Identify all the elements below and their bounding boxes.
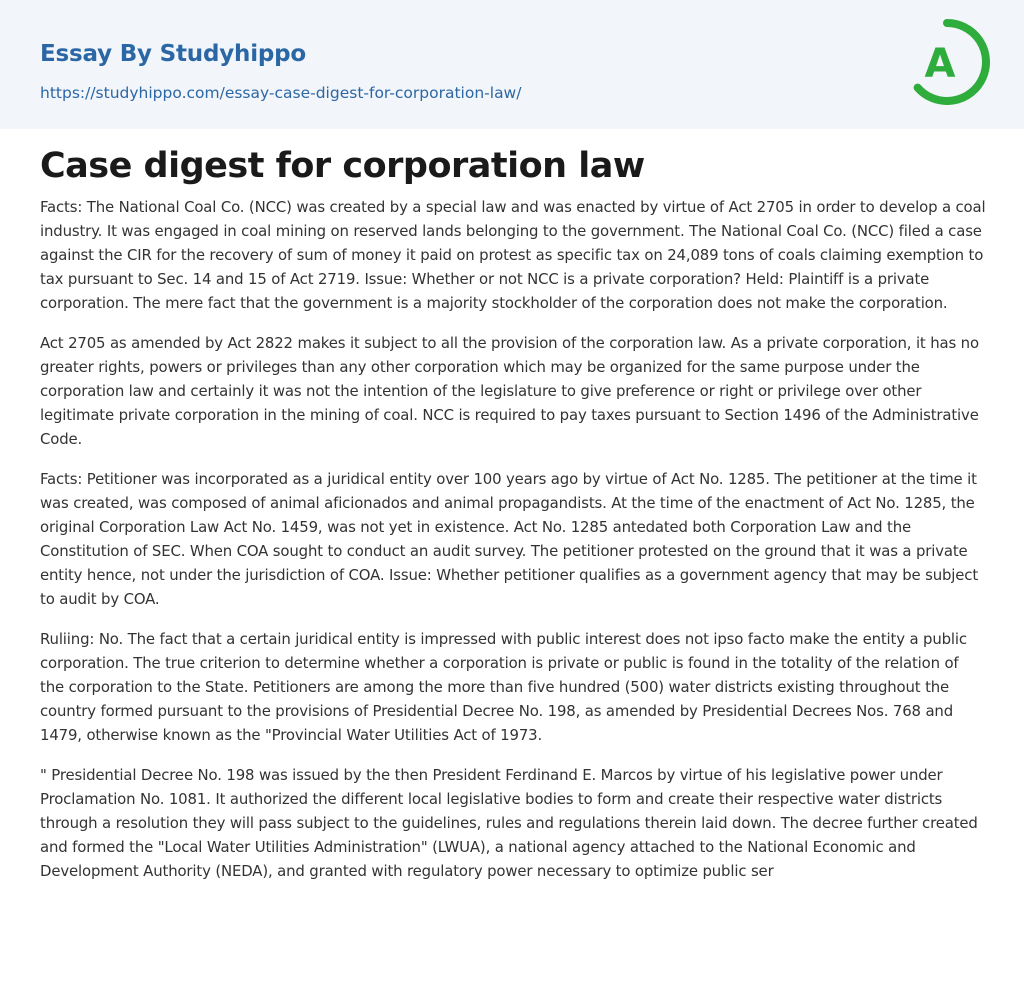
- paragraph: " Presidential Decree No. 198 was issued by the then President Ferdinand E. Marcos by virtue of his legislative power under Proclamation No. 1081. It authorized the different local legislative bodies to form and create their respective water districts through a resolution they will pass subject to the guidelines, rules and regulations therein laid down. The decree further created and formed the "Local Water Utilities Administration" (LWUA), a national agency attached to the National Economic and Development Authority (NEDA), and granted with regulatory power necessary to optimize public ser: [40, 766, 978, 880]
- paragraph: Facts: The National Coal Co. (NCC) was created by a special law and was enacted by virtue of Act 2705 in order to develop a coal industry. It was engaged in coal mining on reserved lands belonging to the government. The National Coal Co. (NCC) filed a case against the CIR for the recovery of sum of money it paid on protest as specific tax on 24,089 tons of coals claiming exemption to tax pursuant to Sec. 14 and 15 of Act 2719. Issue: Whether or not NCC is a private corporation? Held: Plaintiff is a private corporation. The mere fact that the government is a majority stockholder of the corporation does not make the corporation.: [40, 198, 986, 312]
- logo-letter: A: [924, 41, 956, 87]
- article-body: [40, 195, 986, 899]
- site-header: [0, 0, 1024, 129]
- paragraph: Ruliing: No. The fact that a certain juridical entity is impressed with public interest does not ipso facto make the entity a public corporation. The true criterion to determine whether a corporation is private or public is found in the totality of the relation of the corporation to the State. Petitioners are among the more than five hundred (500) water districts existing throughout the country formed pursuant to the provisions of Presidential Decree No. 198, as amended by Presidential Decrees Nos. 768 and 1479, otherwise known as the "Provincial Water Utilities Act of 1973.: [40, 630, 967, 744]
- studyhippo-logo-icon[interactable]: [902, 17, 992, 107]
- page-title: Case digest for corporation law: [40, 146, 645, 186]
- paragraph: Act 2705 as amended by Act 2822 makes it subject to all the provision of the corporation law. As a private corporation, it has no greater rights, powers or privileges than any other corporation which may be organized for the same purpose under the corporation law and certainly it was not the intention of the legislature to give preference or right or privilege over other legitimate private corporation in the mining of coal. NCC is required to pay taxes pursuant to Section 1496 of the Administrative Code.: [40, 334, 979, 448]
- paragraph: Facts: Petitioner was incorporated as a juridical entity over 100 years ago by virtue of Act No. 1285. The petitioner at the time it was created, was composed of animal aficionados and animal propagandists. At the time of the enactment of Act No. 1285, the original Corporation Law Act No. 1459, was not yet in existence. Act No. 1285 antedated both Corporation Law and the Constitution of SEC. When COA sought to conduct an audit survey. The petitioner protested on the ground that it was a private entity hence, not under the jurisdiction of COA. Issue: Whether petitioner qualifies as a government agency that may be subject to audit by COA.: [40, 470, 979, 608]
- site-brand[interactable]: Essay By Studyhippo: [40, 41, 307, 67]
- essay-url-link[interactable]: https://studyhippo.com/essay-case-digest-for-corporation-law/: [40, 84, 522, 102]
